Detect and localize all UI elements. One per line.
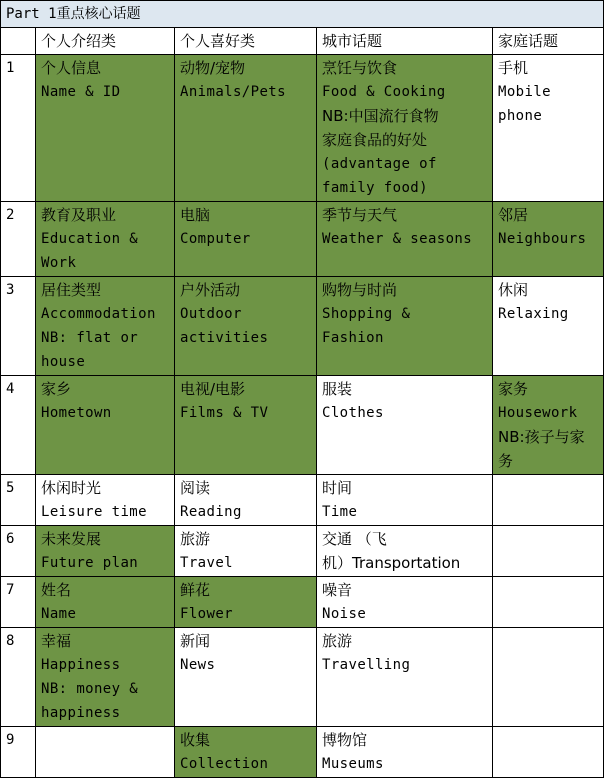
topic-cell	[493, 727, 604, 778]
topic-name: 鲜花	[180, 581, 211, 599]
topic-cell	[36, 55, 175, 202]
table-row	[1, 55, 604, 202]
topic-name: 个人信息	[41, 59, 102, 77]
topic-cell	[175, 376, 317, 475]
topic-cell	[175, 277, 317, 376]
topic-cell	[493, 526, 604, 577]
topic-cell	[36, 376, 175, 475]
topic-detail: NB: money &	[41, 681, 139, 697]
topic-cell	[493, 376, 604, 475]
topic-cell	[175, 55, 317, 202]
topic-cell	[175, 628, 317, 727]
table-row	[1, 526, 604, 577]
topic-cell	[36, 475, 175, 526]
topic-detail: Name & ID	[41, 84, 121, 100]
topic-name: 时间	[322, 479, 353, 497]
table-body	[1, 1, 604, 778]
topic-detail: Museums	[322, 756, 384, 772]
row-number-cell	[1, 526, 36, 577]
topic-detail: Travelling	[322, 657, 411, 673]
topic-cell	[493, 475, 604, 526]
topic-cell	[317, 202, 493, 277]
row-number-cell	[1, 628, 36, 727]
topic-name: 家务	[498, 380, 529, 398]
row-number-cell	[1, 202, 36, 277]
row-number: 1	[6, 60, 15, 76]
topic-detail: NB:孩子与家	[498, 428, 585, 446]
table-row	[1, 628, 604, 727]
topic-detail: Housework	[498, 405, 578, 421]
topic-name: 家乡	[41, 380, 72, 398]
row-number-cell	[1, 55, 36, 202]
topic-detail: Animals/Pets	[180, 84, 286, 100]
topic-detail: Reading	[180, 504, 242, 520]
topic-detail: Weather & seasons	[322, 231, 473, 247]
topic-name: 邻居	[498, 206, 529, 224]
topic-name: 教育及职业	[41, 206, 117, 224]
topic-detail: Computer	[180, 231, 251, 247]
topic-detail: Noise	[322, 606, 367, 622]
topic-name: 交通 （飞	[322, 530, 387, 548]
topic-name: 服装	[322, 380, 353, 398]
topic-cell	[317, 55, 493, 202]
topic-name: 阅读	[180, 479, 211, 497]
topic-cell	[317, 628, 493, 727]
topic-detail: (advantage of	[322, 156, 437, 172]
topic-name: 居住类型	[41, 281, 102, 299]
topic-cell	[493, 628, 604, 727]
row-number: 5	[6, 480, 15, 496]
topic-detail: 机）Transportation	[322, 554, 461, 572]
topic-detail: 家庭食品的好处	[322, 131, 428, 149]
topic-name: 电视/电影	[180, 380, 246, 398]
topic-name: 噪音	[322, 581, 353, 599]
topic-detail: Outdoor	[180, 306, 242, 322]
topic-detail: happiness	[41, 705, 121, 721]
topic-detail: Flower	[180, 606, 233, 622]
topic-name: 动物/宠物	[180, 59, 246, 77]
row-number-cell	[1, 277, 36, 376]
topic-cell	[36, 628, 175, 727]
topic-detail: NB:中国流行食物	[322, 107, 439, 125]
topic-detail: Neighbours	[498, 231, 587, 247]
topic-detail: Hometown	[41, 405, 112, 421]
topic-detail: Work	[41, 255, 77, 271]
topic-name: 户外活动	[180, 281, 241, 299]
topic-name: 季节与天气	[322, 206, 398, 224]
table-row	[1, 376, 604, 475]
topic-name: 休闲	[498, 281, 529, 299]
row-number: 9	[6, 732, 15, 748]
topic-cell	[317, 577, 493, 628]
topic-cell	[36, 202, 175, 277]
topic-name: 新闻	[180, 632, 211, 650]
table-row	[1, 277, 604, 376]
topic-name: 购物与时尚	[322, 281, 398, 299]
topic-detail: house	[41, 354, 86, 370]
topic-detail: activities	[180, 330, 269, 346]
table-row	[1, 577, 604, 628]
header-cell-personal-preferences: 个人喜好类	[175, 28, 317, 55]
topic-name: 旅游	[180, 530, 211, 548]
topic-detail: Time	[322, 504, 358, 520]
topic-cell	[36, 526, 175, 577]
topic-detail: Fashion	[322, 330, 384, 346]
row-number: 2	[6, 207, 15, 223]
row-number-cell	[1, 577, 36, 628]
title-row	[1, 1, 604, 28]
topic-detail: Films & TV	[180, 405, 269, 421]
row-number: 7	[6, 582, 15, 598]
topic-detail: Accommodation	[41, 306, 156, 322]
topic-detail: Collection	[180, 756, 269, 772]
topic-name: 旅游	[322, 632, 353, 650]
row-number: 6	[6, 531, 15, 547]
topic-name: 休闲时光	[41, 479, 102, 497]
table-title-text: Part 1重点核心话题	[6, 6, 141, 22]
topic-name: 烹饪与饮食	[322, 59, 398, 77]
topic-detail: 务	[498, 452, 514, 470]
topic-name: 幸福	[41, 632, 72, 650]
topic-detail: News	[180, 657, 216, 673]
topic-detail: Happiness	[41, 657, 121, 673]
topic-name: 电脑	[180, 206, 211, 224]
topic-detail: family food)	[322, 180, 428, 196]
topic-detail: Leisure time	[41, 504, 147, 520]
topic-cell	[317, 475, 493, 526]
topic-cell	[175, 202, 317, 277]
topic-cell	[317, 376, 493, 475]
topic-cell	[175, 475, 317, 526]
topic-detail: Future plan	[41, 555, 139, 571]
row-number-cell	[1, 475, 36, 526]
topic-name: 收集	[180, 731, 211, 749]
topic-cell	[493, 55, 604, 202]
topic-detail: Name	[41, 606, 77, 622]
header-cell-personal-intro: 个人介绍类	[36, 28, 175, 55]
row-number-cell	[1, 727, 36, 778]
table-row	[1, 202, 604, 277]
row-number: 4	[6, 381, 15, 397]
header-cell-index	[1, 28, 36, 55]
row-number: 8	[6, 633, 15, 649]
topic-cell	[317, 526, 493, 577]
table-row	[1, 727, 604, 778]
topic-name: 博物馆	[322, 731, 368, 749]
topic-detail: Education &	[41, 231, 139, 247]
topic-detail: Mobile	[498, 84, 551, 100]
topic-detail: NB: flat or	[41, 330, 139, 346]
topic-name: 未来发展	[41, 530, 102, 548]
topic-cell	[175, 727, 317, 778]
topic-cell	[493, 577, 604, 628]
topic-cell	[175, 526, 317, 577]
header-cell-family-topics: 家庭话题	[493, 28, 604, 55]
topic-detail: Travel	[180, 555, 233, 571]
row-number: 3	[6, 282, 15, 298]
topic-detail: Shopping &	[322, 306, 411, 322]
topic-detail: Clothes	[322, 405, 384, 421]
topic-name: 手机	[498, 59, 529, 77]
table-row	[1, 475, 604, 526]
topic-cell	[493, 277, 604, 376]
topic-detail: phone	[498, 108, 543, 124]
topic-cell	[36, 277, 175, 376]
topic-cell	[317, 727, 493, 778]
table-title	[1, 1, 604, 28]
header-row	[1, 28, 604, 55]
topic-detail: Food & Cooking	[322, 84, 446, 100]
topic-cell	[175, 577, 317, 628]
topic-cell	[493, 202, 604, 277]
header-cell-city-topics: 城市话题	[317, 28, 493, 55]
topic-detail: Relaxing	[498, 306, 569, 322]
topic-name: 姓名	[41, 581, 72, 599]
topic-cell	[317, 277, 493, 376]
topic-cell	[36, 727, 175, 778]
topic-cell	[36, 577, 175, 628]
row-number-cell	[1, 376, 36, 475]
